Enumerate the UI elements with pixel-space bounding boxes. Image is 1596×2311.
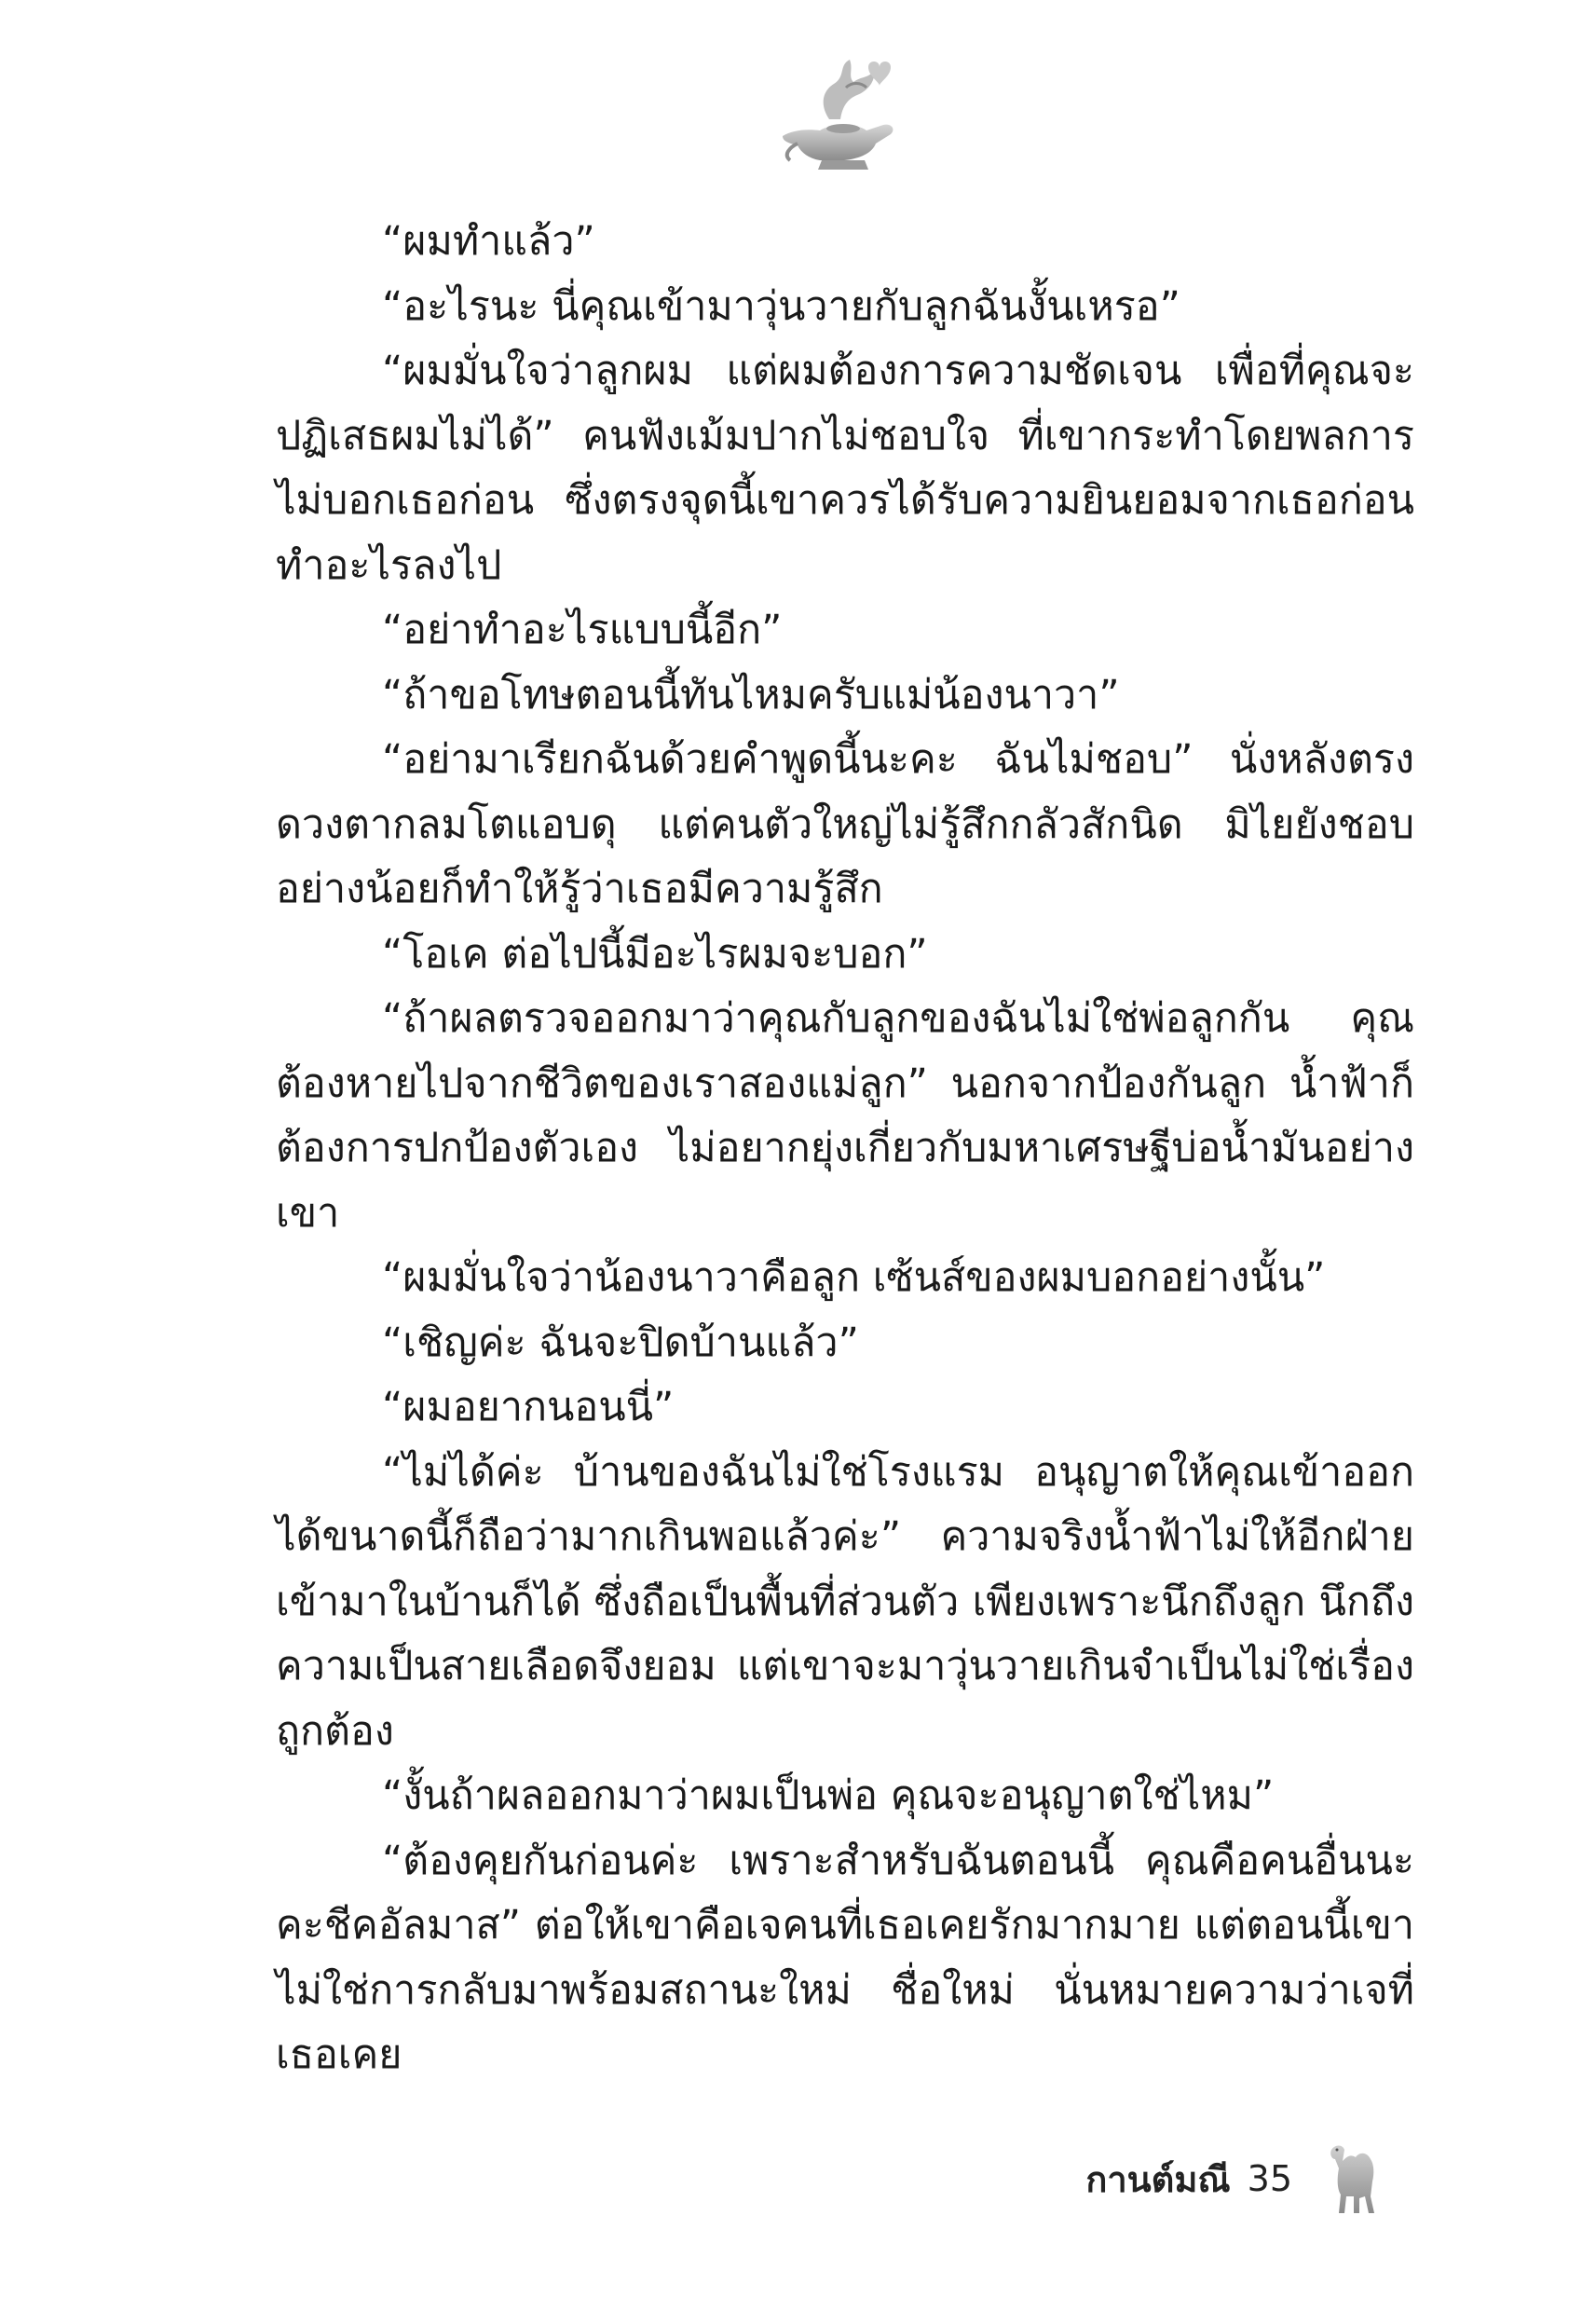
page-number: 35 [1247,2158,1292,2199]
paragraph: “งั้นถ้าผลออกมาว่าผมเป็นพ่อ คุณจะอนุญาตใช่ไหม” [382,1772,1275,1819]
paragraph: “เชิญค่ะ ฉันจะปิดบ้านแล้ว” [382,1319,859,1366]
book-title: กานต์มณี [1085,2158,1231,2200]
camel-icon [1322,2140,1380,2217]
body-text [276,210,1414,2088]
paragraph: “ผมอยากนอนนี่” [382,1384,675,1430]
paragraph: “อะไรนะ นี่คุณเข้ามาวุ่นวายกับลูกฉันงั้นเหรอ” [382,282,1180,330]
paragraph: “ผมมั่นใจว่าลูกผม แต่ผมต้องการความชัดเจน เพื่อที่คุณจะปฏิเสธผมไม่ได้” คนฟังเม้มปากไม่ชอบใจ ที่เขากระทำโดยพลการไม่บอกเธอก่อน ซึ่งตรงจุดนี้เขาควรได้รับความยินยอมจากเธอก่อนทำอะไรลงไป [276,348,1414,589]
genie-lamp-icon [764,54,904,175]
paragraph: “อย่ามาเรียกฉันด้วยคำพูดนี้นะคะ ฉันไม่ชอบ” นั่งหลังตรงดวงตากลมโตแอบดุ แต่คนตัวใหญ่ไม่รู้สึกกลัวสักนิด มิไยยังชอบอย่างน้อยก็ทำให้รู้ว่าเธอมีความรู้สึก [276,736,1414,912]
paragraph: “ต้องคุยกันก่อนค่ะ เพราะสำหรับฉันตอนนี้ คุณคือคนอื่นนะคะชีคอัลมาส” ต่อให้เขาคือเจคนที่เธอเคยรักมากมาย แต่ตอนนี้เขาไม่ใช่การกลับมาพร้อมสถานะใหม่ ชื่อใหม่ นั่นหมายความว่าเจที่เธอเคย [276,1837,1414,2078]
paragraph: “ไม่ได้ค่ะ บ้านของฉันไม่ใช่โรงแรม อนุญาตให้คุณเข้าออกได้ขนาดนี้ก็ถือว่ามากเกินพอแล้วค่ะ” ความจริงน้ำฟ้าไม่ให้อีกฝ่ายเข้ามาในบ้านก็ได้ ซึ่งถือเป็นพื้นที่ส่วนตัว เพียงเพราะนึกถึงลูก นึกถึงความเป็นสายเลือดจึงยอม แต่เขาจะมาวุ่นวายเกินจำเป็นไม่ใช่เรื่องถูกต้อง [276,1448,1414,1755]
paragraph: “ถ้าผลตรวจออกมาว่าคุณกับลูกของฉันไม่ใช่พ่อลูกกัน คุณต้องหายไปจากชีวิตของเราสองแม่ลูก” นอกจากป้องกันลูก น้ำฟ้าก็ต้องการปกป้องตัวเอง ไม่อยากยุ่งเกี่ยวกับมหาเศรษฐีบ่อน้ำมันอย่างเขา [276,995,1414,1237]
paragraph: “ผมทำแล้ว” [382,218,595,265]
page-footer [1085,2141,1380,2216]
paragraph: “ผมมั่นใจว่าน้องนาวาคือลูก เซ้นส์ของผมบอกอย่างนั้น” [382,1254,1326,1301]
paragraph: “โอเค ต่อไปนี้มีอะไรผมจะบอก” [382,930,928,978]
paragraph: “อย่าทำอะไรแบบนี้อีก” [382,607,783,653]
paragraph: “ถ้าขอโทษตอนนี้ทันไหมครับแม่น้องนาวา” [382,671,1120,718]
